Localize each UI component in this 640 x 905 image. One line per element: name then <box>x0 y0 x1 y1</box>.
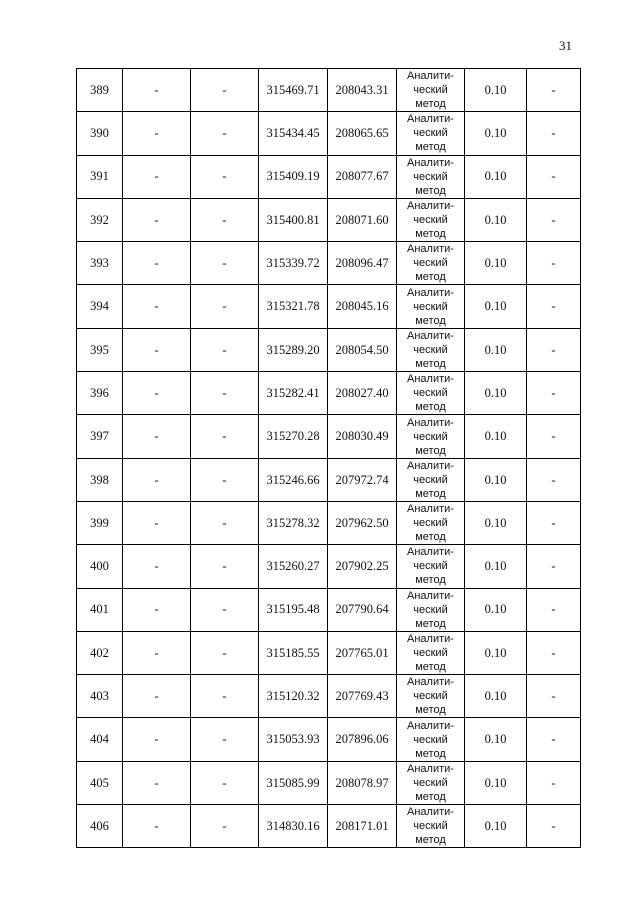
method-line-3: метод <box>415 834 446 847</box>
table-row <box>77 545 581 588</box>
point-number-cell: 397 <box>77 415 123 458</box>
table-row <box>77 69 581 112</box>
coordinate-y-cell: 208043.31 <box>328 69 397 112</box>
table-row <box>77 372 581 415</box>
empty-column-8-cell: - <box>527 545 581 588</box>
empty-column-8-cell: - <box>527 328 581 371</box>
method-cell <box>397 242 465 285</box>
point-number-cell: 391 <box>77 155 123 198</box>
empty-column-8-cell: - <box>527 372 581 415</box>
point-number-cell: 406 <box>77 805 123 848</box>
coordinate-y-cell: 208077.67 <box>328 155 397 198</box>
method-line-2: ческий <box>413 820 448 833</box>
empty-column-2-cell: - <box>123 588 191 631</box>
method-cell <box>397 198 465 241</box>
method-line-1: Аналити- <box>407 200 454 213</box>
empty-column-3-cell: - <box>191 761 259 804</box>
coordinate-y-cell: 208065.65 <box>328 112 397 155</box>
accuracy-cell: 0.10 <box>465 242 527 285</box>
table-row <box>77 501 581 544</box>
method-line-2: ческий <box>413 733 448 746</box>
point-number-cell: 404 <box>77 718 123 761</box>
method-line-3: метод <box>415 574 446 587</box>
page-number: 31 <box>559 38 572 53</box>
empty-column-2-cell: - <box>123 112 191 155</box>
empty-column-2-cell: - <box>123 328 191 371</box>
table-row <box>77 415 581 458</box>
table-row <box>77 285 581 328</box>
accuracy-cell: 0.10 <box>465 198 527 241</box>
point-number-cell: 402 <box>77 631 123 674</box>
method-line-1: Аналити- <box>407 589 454 602</box>
empty-column-8-cell: - <box>527 69 581 112</box>
coordinate-x-cell: 314830.16 <box>259 805 328 848</box>
table-row <box>77 328 581 371</box>
method-line-2: ческий <box>413 647 448 659</box>
method-cell <box>397 372 465 415</box>
empty-column-2-cell: - <box>123 242 191 285</box>
coordinate-x-cell: 315195.48 <box>259 588 328 631</box>
coordinate-y-cell: 207962.50 <box>328 501 397 544</box>
method-line-1: Аналити- <box>407 806 454 819</box>
method-line-3: метод <box>415 444 446 457</box>
coordinate-x-cell: 315400.81 <box>259 198 328 241</box>
coordinate-x-cell: 315339.72 <box>259 242 328 285</box>
point-number-cell: 389 <box>77 69 123 112</box>
empty-column-8-cell: - <box>527 198 581 241</box>
empty-column-3-cell: - <box>191 328 259 371</box>
method-cell <box>397 761 465 804</box>
empty-column-2-cell: - <box>123 631 191 674</box>
empty-column-8-cell: - <box>527 415 581 458</box>
method-line-1: Аналити- <box>407 762 454 775</box>
accuracy-cell: 0.10 <box>465 718 527 761</box>
empty-column-8-cell: - <box>527 242 581 285</box>
method-line-2: ческий <box>413 127 448 140</box>
coordinate-x-cell: 315278.32 <box>259 501 328 544</box>
empty-column-2-cell: - <box>123 545 191 588</box>
accuracy-cell: 0.10 <box>465 761 527 804</box>
empty-column-3-cell: - <box>191 588 259 631</box>
empty-column-2-cell: - <box>123 155 191 198</box>
empty-column-3-cell: - <box>191 69 259 112</box>
method-line-3: метод <box>415 617 446 630</box>
empty-column-2-cell: - <box>123 501 191 544</box>
method-line-1: Аналити- <box>407 113 454 126</box>
empty-column-2-cell: - <box>123 458 191 501</box>
empty-column-3-cell: - <box>191 285 259 328</box>
coordinate-x-cell: 315260.27 <box>259 545 328 588</box>
empty-column-8-cell: - <box>527 501 581 544</box>
method-cell <box>397 285 465 328</box>
coordinate-x-cell: 315434.45 <box>259 112 328 155</box>
method-line-2: ческий <box>413 387 448 400</box>
accuracy-cell: 0.10 <box>465 458 527 501</box>
method-line-1: Аналити- <box>407 156 454 169</box>
coordinate-y-cell: 208027.40 <box>328 372 397 415</box>
coordinate-y-cell: 207896.06 <box>328 718 397 761</box>
empty-column-3-cell: - <box>191 198 259 241</box>
method-cell <box>397 458 465 501</box>
accuracy-cell: 0.10 <box>465 285 527 328</box>
accuracy-cell: 0.10 <box>465 112 527 155</box>
empty-column-3-cell: - <box>191 242 259 285</box>
coordinate-x-cell: 315469.71 <box>259 69 328 112</box>
method-line-1: Аналити- <box>407 416 454 429</box>
accuracy-cell: 0.10 <box>465 155 527 198</box>
accuracy-cell: 0.10 <box>465 588 527 631</box>
point-number-cell: 400 <box>77 545 123 588</box>
coordinate-y-cell: 208045.16 <box>328 285 397 328</box>
coordinate-x-cell: 315185.55 <box>259 631 328 674</box>
point-number-cell: 390 <box>77 112 123 155</box>
empty-column-8-cell: - <box>527 805 581 848</box>
method-cell <box>397 675 465 718</box>
empty-column-2-cell: - <box>123 285 191 328</box>
empty-column-8-cell: - <box>527 112 581 155</box>
table-row <box>77 155 581 198</box>
method-line-3: метод <box>415 747 446 760</box>
method-line-3: метод <box>415 228 446 241</box>
empty-column-3-cell: - <box>191 112 259 155</box>
point-number-cell: 398 <box>77 458 123 501</box>
empty-column-2-cell: - <box>123 805 191 848</box>
empty-column-2-cell: - <box>123 718 191 761</box>
coordinate-y-cell: 208096.47 <box>328 242 397 285</box>
method-line-2: ческий <box>413 170 448 183</box>
table-row <box>77 718 581 761</box>
method-line-1: Аналити- <box>407 70 454 83</box>
method-line-2: ческий <box>413 343 448 356</box>
empty-column-3-cell: - <box>191 675 259 718</box>
method-line-3: метод <box>415 704 446 717</box>
method-line-2: ческий <box>413 430 448 443</box>
empty-column-8-cell: - <box>527 588 581 631</box>
table-row <box>77 588 581 631</box>
coordinate-y-cell: 208171.01 <box>328 805 397 848</box>
empty-column-2-cell: - <box>123 198 191 241</box>
point-number-cell: 403 <box>77 675 123 718</box>
method-line-3: метод <box>415 790 446 803</box>
coordinate-y-cell: 207765.01 <box>328 631 397 674</box>
point-number-cell: 396 <box>77 372 123 415</box>
coordinate-x-cell: 315289.20 <box>259 328 328 371</box>
method-cell <box>397 155 465 198</box>
method-line-3: метод <box>415 531 446 544</box>
coordinate-x-cell: 315053.93 <box>259 718 328 761</box>
method-cell <box>397 501 465 544</box>
empty-column-3-cell: - <box>191 805 259 848</box>
coordinate-y-cell: 208030.49 <box>328 415 397 458</box>
table-row <box>77 242 581 285</box>
point-number-cell: 392 <box>77 198 123 241</box>
table-body <box>77 69 581 848</box>
method-line-2: ческий <box>413 300 448 313</box>
coordinate-y-cell: 207790.64 <box>328 588 397 631</box>
point-number-cell: 395 <box>77 328 123 371</box>
accuracy-cell: 0.10 <box>465 69 527 112</box>
empty-column-2-cell: - <box>123 761 191 804</box>
method-line-3: метод <box>415 357 446 370</box>
empty-column-8-cell: - <box>527 155 581 198</box>
method-line-3: метод <box>415 487 446 500</box>
empty-column-2-cell: - <box>123 415 191 458</box>
method-cell <box>397 718 465 761</box>
method-cell <box>397 328 465 371</box>
coordinate-x-cell: 315321.78 <box>259 285 328 328</box>
method-line-3: метод <box>415 401 446 414</box>
method-line-2: ческий <box>413 257 448 270</box>
empty-column-2-cell: - <box>123 675 191 718</box>
point-number-cell: 394 <box>77 285 123 328</box>
accuracy-cell: 0.10 <box>465 631 527 674</box>
empty-column-3-cell: - <box>191 415 259 458</box>
coordinate-y-cell: 207902.25 <box>328 545 397 588</box>
method-line-2: ческий <box>413 214 448 227</box>
method-cell <box>397 415 465 458</box>
method-cell <box>397 805 465 848</box>
empty-column-8-cell: - <box>527 285 581 328</box>
method-cell <box>397 588 465 631</box>
method-line-1: Аналити- <box>407 286 454 299</box>
method-line-1: Аналити- <box>407 243 454 256</box>
empty-column-3-cell: - <box>191 501 259 544</box>
accuracy-cell: 0.10 <box>465 545 527 588</box>
method-line-2: ческий <box>413 603 448 616</box>
coordinate-x-cell: 315282.41 <box>259 372 328 415</box>
empty-column-3-cell: - <box>191 458 259 501</box>
empty-column-3-cell: - <box>191 545 259 588</box>
method-line-3: метод <box>415 184 446 197</box>
method-line-3: метод <box>415 271 446 284</box>
coordinate-x-cell: 315270.28 <box>259 415 328 458</box>
accuracy-cell: 0.10 <box>465 805 527 848</box>
table-row <box>77 112 581 155</box>
method-line-2: ческий <box>413 84 448 97</box>
coordinate-x-cell: 315085.99 <box>259 761 328 804</box>
coordinate-x-cell: 315246.66 <box>259 458 328 501</box>
method-cell <box>397 112 465 155</box>
point-number-cell: 393 <box>77 242 123 285</box>
point-number-cell: 399 <box>77 501 123 544</box>
empty-column-8-cell: - <box>527 631 581 674</box>
method-line-1: Аналити- <box>407 546 454 559</box>
method-line-1: Аналити- <box>407 719 454 732</box>
coordinate-y-cell: 207769.43 <box>328 675 397 718</box>
method-line-2: ческий <box>413 776 448 789</box>
accuracy-cell: 0.10 <box>465 372 527 415</box>
coordinate-y-cell: 208078.97 <box>328 761 397 804</box>
method-line-1: Аналити- <box>407 503 454 516</box>
point-number-cell: 401 <box>77 588 123 631</box>
method-cell <box>397 69 465 112</box>
method-line-3: метод <box>415 141 446 154</box>
coordinate-y-cell: 207972.74 <box>328 458 397 501</box>
method-line-3: метод <box>415 314 446 327</box>
table-row <box>77 198 581 241</box>
method-line-1: Аналити- <box>407 676 454 689</box>
table-row <box>77 761 581 804</box>
method-line-3: метод <box>415 98 446 111</box>
table-row <box>77 675 581 718</box>
empty-column-3-cell: - <box>191 155 259 198</box>
method-cell <box>397 545 465 588</box>
table-row <box>77 805 581 848</box>
empty-column-3-cell: - <box>191 718 259 761</box>
empty-column-2-cell: - <box>123 372 191 415</box>
table-row <box>77 458 581 501</box>
method-line-1: Аналити- <box>407 329 454 342</box>
table-row <box>77 631 581 674</box>
coordinate-x-cell: 315120.32 <box>259 675 328 718</box>
empty-column-2-cell: - <box>123 69 191 112</box>
coordinate-y-cell: 208071.60 <box>328 198 397 241</box>
method-line-2: ческий <box>413 517 448 530</box>
empty-column-8-cell: - <box>527 675 581 718</box>
empty-column-3-cell: - <box>191 372 259 415</box>
empty-column-3-cell: - <box>191 631 259 674</box>
method-line-1: Аналити- <box>407 459 454 472</box>
accuracy-cell: 0.10 <box>465 328 527 371</box>
method-line-1: Аналити- <box>407 373 454 386</box>
method-cell <box>397 631 465 674</box>
accuracy-cell: 0.10 <box>465 415 527 458</box>
method-line-3: метод <box>415 661 446 673</box>
empty-column-8-cell: - <box>527 458 581 501</box>
empty-column-8-cell: - <box>527 761 581 804</box>
method-line-2: ческий <box>413 560 448 573</box>
accuracy-cell: 0.10 <box>465 501 527 544</box>
coordinate-x-cell: 315409.19 <box>259 155 328 198</box>
empty-column-8-cell: - <box>527 718 581 761</box>
coordinates-table <box>76 68 581 848</box>
point-number-cell: 405 <box>77 761 123 804</box>
coordinate-y-cell: 208054.50 <box>328 328 397 371</box>
method-line-1: Аналити- <box>407 633 454 645</box>
method-line-2: ческий <box>413 473 448 486</box>
accuracy-cell: 0.10 <box>465 675 527 718</box>
method-line-2: ческий <box>413 690 448 703</box>
